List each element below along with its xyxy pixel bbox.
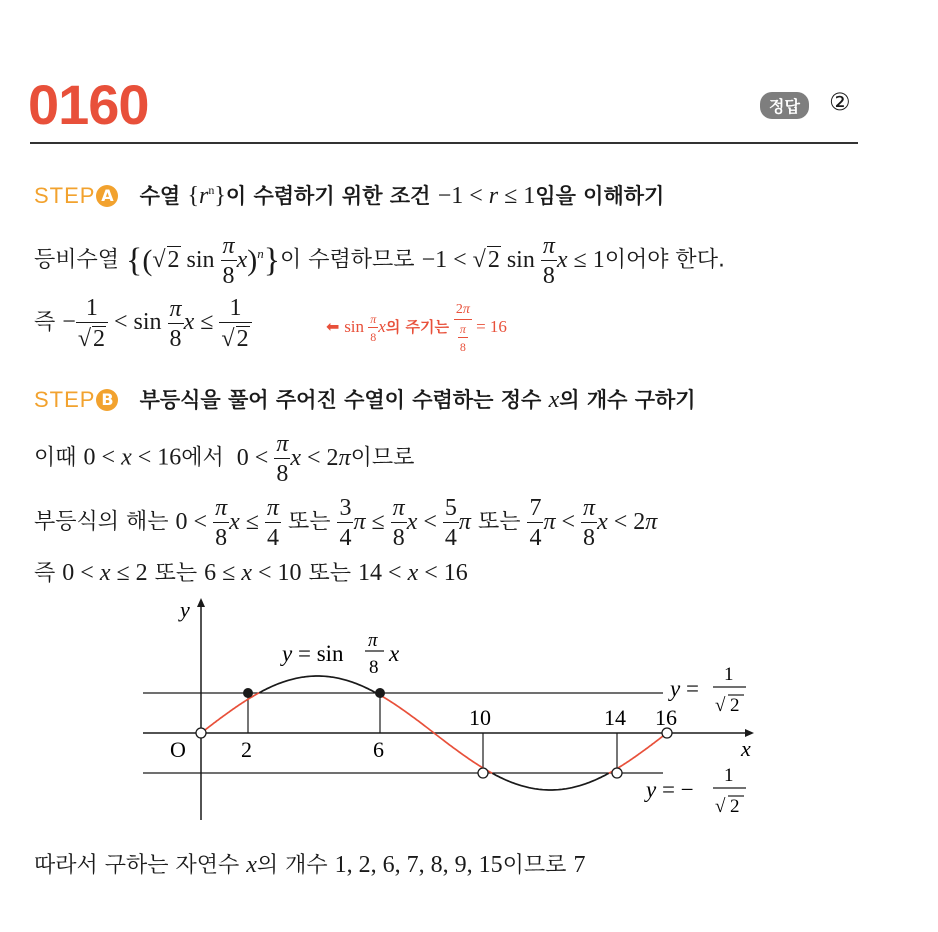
- step-a-title-prefix: 수열: [139, 184, 181, 208]
- step-a-line1-prefix: 등비수열: [34, 247, 120, 273]
- step-b-line2-prefix: 부등식의 해는: [34, 509, 169, 535]
- geometric-sequence-expression: {(√2 sin $\frac{\pi}{8}$ x)$^n$}: [126, 233, 281, 289]
- step-b-line1-prefix: 이때: [34, 445, 77, 471]
- curve-label: [280, 630, 400, 678]
- tick-label-6: 6: [373, 737, 384, 762]
- step-b-line1-middle: 에서: [181, 445, 224, 471]
- step-b-line-2: 부등식의 해는 0 < $\frac{\pi}{8}$ x ≤ $\frac{\pi}{4}$ 또는 $\frac{3}{4}$ π ≤ $\frac{\pi}{8}$ x < $\frac{5}{4}$ π 또는 $\frac{7}{4}$ π < $\frac{\pi}{8}$ x < 2π: [34, 495, 658, 551]
- y-axis-arrow-icon: [197, 598, 205, 607]
- period-note: ⬅ sin $\frac{\pi}{8}$ x의 주기는 $\frac{2\pi}{\frac{\pi}{8}}$ = 16: [326, 302, 507, 354]
- open-point-x14: [612, 768, 622, 778]
- or-word-4: 또는: [308, 561, 352, 586]
- upper-line-label: [668, 664, 746, 716]
- tick-label-16: 16: [655, 705, 677, 730]
- curve-segment-2-6: [259, 676, 376, 693]
- step-a-line1-middle: 이 수렴하므로: [280, 247, 415, 273]
- svg-text:√: √: [715, 695, 726, 716]
- or-word-3: 또는: [154, 561, 198, 586]
- step-a-line1-suffix: 이어야 한다.: [604, 247, 725, 273]
- open-point-x10: [478, 768, 488, 778]
- svg-text:y = −: y = −: [646, 777, 694, 802]
- conclusion-prefix: 따라서 구하는 자연수: [34, 853, 240, 878]
- svg-text:√: √: [715, 796, 726, 817]
- step-a-title-middle: 이 수렴하기 위한 조건: [225, 184, 431, 208]
- origin-label: O: [170, 737, 186, 762]
- convergence-condition: −1 < r ≤ 1: [437, 183, 536, 209]
- sequence-notation: $\{r^n\}$: [187, 183, 226, 209]
- conclusion-values: 1, 2, 6, 7, 8, 9, 15: [334, 852, 503, 878]
- step-b-line1-suffix: 이므로: [350, 445, 415, 471]
- svg-text:8: 8: [369, 657, 379, 678]
- conclusion-middle: 의 개수: [256, 853, 328, 878]
- conclusion-suffix: 이므로: [502, 853, 567, 878]
- answer-badge: 정답: [760, 92, 809, 119]
- left-arrow-icon: ⬅: [326, 316, 340, 336]
- ratio-condition: −1 < √2 sin $\frac{\pi}{8}$ x ≤ 1: [421, 233, 605, 289]
- or-word-2: 또는: [477, 509, 521, 535]
- period-note-text: 의 주기는: [385, 317, 450, 336]
- svg-text:x: x: [389, 641, 400, 666]
- curve-segment-10-14: [492, 773, 609, 790]
- step-a-title-suffix: 임을 이해하기: [535, 184, 665, 208]
- or-word-1: 또는: [287, 509, 331, 535]
- conclusion-line: 따라서 구하는 자연수 x의 개수 1, 2, 6, 7, 8, 9, 15이므로 7: [34, 852, 586, 878]
- step-b-badge: B: [96, 389, 118, 411]
- svg-text:1: 1: [724, 765, 734, 786]
- svg-text:y =: y =: [670, 676, 699, 701]
- closed-point-x2: [243, 688, 253, 698]
- closed-point-x6: [375, 688, 385, 698]
- step-b-line-3: 즉 0 < x ≤ 2 또는 6 ≤ x < 10 또는 14 < x < 16: [34, 560, 468, 586]
- svg-text:1: 1: [724, 664, 734, 685]
- problem-number: 0160: [28, 73, 149, 136]
- tick-label-2: 2: [241, 737, 252, 762]
- step-b-line-1: 이때 0 < x < 16에서 0 < $\frac{\pi}{8}$ x < 2π이므로: [34, 431, 415, 487]
- x-axis-label: x: [741, 736, 751, 761]
- svg-text:y = sin: y = sin: [282, 641, 344, 666]
- step-b-line3-prefix: 즉: [34, 561, 56, 586]
- step-b-title: 부등식을 풀어 주어진 수열이 수렴하는 정수 x의 개수 구하기: [139, 387, 696, 413]
- step-a-badge: A: [96, 185, 118, 207]
- conclusion-answer: 7: [573, 852, 586, 878]
- svg-text:2: 2: [730, 695, 740, 716]
- step-b-title-prefix: 부등식을 풀어 주어진 수열이 수렴하는 정수: [139, 388, 542, 412]
- step-b-label: STEP: [34, 387, 96, 412]
- open-point-origin: [196, 728, 206, 738]
- step-b-title-suffix: 의 개수 구하기: [559, 388, 696, 412]
- svg-text:2: 2: [730, 796, 740, 817]
- tick-label-10: 10: [469, 705, 491, 730]
- y-axis-label: y: [180, 597, 190, 622]
- sine-inequality: − $\frac{1}{√2}$ < sin $\frac{\pi}{8}$ x ≤ $\frac{1}{√2}$: [62, 309, 251, 335]
- step-a-label: STEP: [34, 183, 96, 208]
- step-a-line2-prefix: 즉: [34, 310, 56, 336]
- svg-text:π: π: [368, 630, 378, 651]
- curve-segment-0-2: [201, 693, 259, 733]
- tick-label-14: 14: [604, 705, 626, 730]
- answer-value: ②: [829, 88, 851, 116]
